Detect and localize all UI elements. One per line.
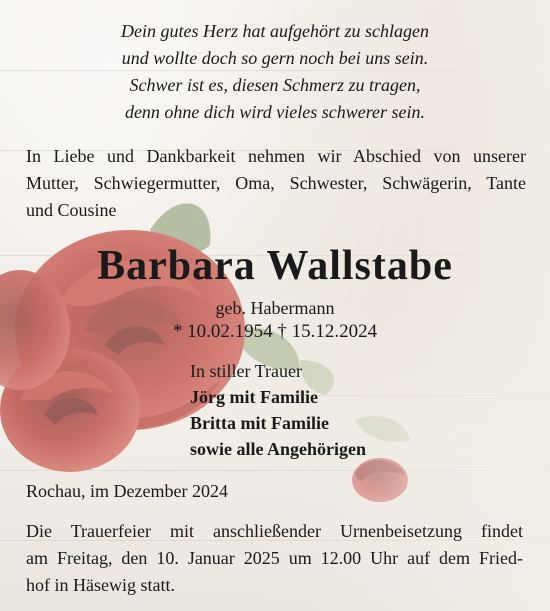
mourner-name: Britta mit Familie bbox=[190, 413, 329, 433]
service-line: am Freitag, den 10. Januar 2025 um 12.00 Uhr auf dem Fried- bbox=[26, 548, 523, 568]
place-date: Rochau, im Dezember 2024 bbox=[26, 481, 228, 501]
poem bbox=[40, 18, 510, 126]
mourner-name: Jörg mit Familie bbox=[190, 387, 318, 407]
life-dates: * 10.02.1954 † 15.12.2024 bbox=[172, 321, 378, 342]
service-line: Die Trauerfeier mit anschließender Urnenbeisetzung findet bbox=[26, 521, 523, 541]
deceased-name: Barbara Wallstabe bbox=[97, 243, 453, 289]
poem-line: Schwer ist es, diesen Schmerz zu tragen, bbox=[129, 75, 421, 95]
intro-line: In Liebe und Dankbarkeit nehmen wir Abschied von unserer bbox=[26, 146, 526, 166]
mourners-block bbox=[190, 358, 510, 462]
birth-name: geb. Habermann bbox=[215, 298, 335, 318]
poem-line: und wollte doch so gern noch bei uns sein. bbox=[121, 48, 429, 68]
intro-line: Mutter, Schwiegermutter, Oma, Schwester, Schwägerin, Tante bbox=[26, 173, 526, 193]
intro-line: und Cousine bbox=[26, 200, 117, 220]
service-paragraph bbox=[26, 518, 523, 599]
mourners-heading: In stiller Trauer bbox=[190, 361, 302, 381]
intro-paragraph bbox=[26, 143, 526, 224]
service-line: hof in Häsewig statt. bbox=[26, 575, 175, 595]
poem-line: Dein gutes Herz hat aufgehört zu schlagen bbox=[121, 21, 429, 41]
mourner-name: sowie alle Angehörigen bbox=[190, 439, 366, 459]
poem-line: denn ohne dich wird vieles schwerer sein. bbox=[124, 102, 426, 122]
